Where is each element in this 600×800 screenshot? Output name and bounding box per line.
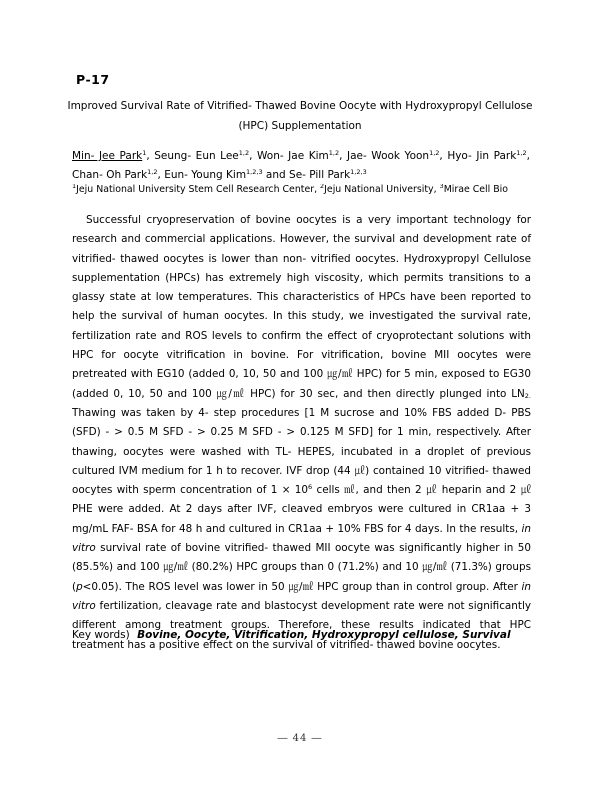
author-affiliation-mark: 1,2 <box>238 149 250 157</box>
abstract-text: cells ㎖, and then 2 ㎕ heparin and 2 ㎕ PHE were added. At 2 days after IVF, cleaved embryos were cultured in CR1aa + 3 mg/mL FAF- BSA for 48 h and cultured in CR1aa + 10% FBS for 4 days. In the results, <box>72 484 531 535</box>
paper-title <box>60 96 540 136</box>
affiliation-name: Jeju National University Stem Cell Research Center <box>76 184 315 195</box>
abstract-body <box>72 211 531 655</box>
abstract-subscript: 2. <box>524 391 531 400</box>
author-name: Jae- Wook Yoon <box>346 150 430 162</box>
author-affiliation-mark: 1,2 <box>328 149 340 157</box>
abstract-text: Successful cryopreservation of bovine oocytes is a very important technology for research and commercial applications. However, the survival and development rate of vitrified- thawed oocytes is lower than non- vitrified oocytes. Hydroxypropyl Cellulose supplementation (HPCs) has extremely high viscosity, which permits transitions to a glassy state at low temperatures. This characteristics of HPCs have been reported to help the survival of human oocytes. In this study, we investigated the survival rate, fertilization rate and ROS levels to confirm the effect of cryoprotectant solutions with HPC for oocyte vitrification in bovine. For vitrification, bovine MII oocytes were pretreated with EG10 (added 0, 10, 50 and 100 ㎍/㎖ HPC) for 5 min, exposed to EG30 (added 0, 10, 50 and 100 ㎍/㎖ HPC) for 30 sec, and then directly plunged into LN <box>72 214 531 400</box>
author-affiliation-mark: 1 <box>142 149 147 157</box>
author-affiliation-mark: 1,2,3 <box>246 168 263 176</box>
abstract-text: survival rate of bovine vitrified- thawed MII oocyte was significantly higher in 50 (85.5%) and 100 ㎍/㎖ (80.2%) HPC groups than 0 (71.2%) and 10 ㎍/㎖ (71.3%) groups ( <box>72 542 531 593</box>
keywords-list: Bovine, Oocyte, Vitrification, Hydroxypropyl cellulose, Survival <box>137 629 511 641</box>
poster-code: P-17 <box>76 72 110 87</box>
keywords <box>72 629 511 641</box>
author-affiliation-mark: 1,2 <box>429 149 440 157</box>
author-name: Min- Jee Park <box>72 150 143 162</box>
title-line-1: Improved Survival Rate of Vitrified- Thawed Bovine Oocyte with Hydroxypropyl Cellulose <box>67 100 533 112</box>
affiliation-mark: 1 <box>72 184 77 190</box>
affiliation-mark: 3 <box>439 184 444 190</box>
author-list: Min- Jee Park$^1$, Seung- Eun Lee$^{1,2}$, Won- Jae Kim$^{1,2}$, Jae- Wook Yoon$^{1,2}$, Hyo- Jin Park$^{1,2}$, Chan- Oh Park$^{1,2}$, Eun- Young Kim$^{1,2,3}$ and Se- Pill Park$^{1,2,3}$ <box>72 149 530 181</box>
abstract-text: Thawing was taken by 4- step procedures [1 M sucrose and 10% FBS added D- PBS (SFD) - > 0.5 M SFD - > 0.25 M SFD - > 0.125 M SFD] for 1 min, respectively. After thawing, oocytes were washed with TL- HEPES, incubated in a droplet of previous cultured IVM medium for 1 h to recover. IVF drop (44 ㎕) contained 10 vitrified- thawed oocytes with sperm concentration of 1 × 10 <box>72 406 531 497</box>
author-affiliation-mark: 1,2,3 <box>350 168 367 176</box>
affiliation-mark: 2 <box>320 184 325 190</box>
author-name: Hyo- Jin Park <box>447 150 517 162</box>
page-number: ― 44 ― <box>277 733 323 744</box>
abstract-italic: in vitro <box>72 522 531 555</box>
abstract-superscript: 6 <box>308 483 313 492</box>
author-affiliation-mark: 1,2 <box>516 149 527 157</box>
author-name: Chan- Oh Park <box>72 169 148 181</box>
abstract-italic: in vitro <box>72 580 531 612</box>
title-line-2: (HPC) Supplementation <box>238 120 362 132</box>
affiliations: $^1$Jeju National University Stem Cell Research Center, $^2$Jeju National University, $^3$Mirae Cell Bio <box>72 184 509 195</box>
author-name: Seung- Eun Lee <box>154 150 239 162</box>
author-affiliation-mark: 1,2 <box>147 168 158 176</box>
abstract-text: <0.05). The ROS level was lower in 50 ㎍/㎖ HPC group than in control group. After <box>82 580 522 593</box>
abstract-text: fertilization, cleavage rate and blastocyst development rate were not significantly different among treatment groups. Therefore, these results indicated that HPC treatment has a positive effect on the survival of vitrified- thawed bovine oocytes. <box>72 599 531 651</box>
author-name: Se- Pill Park <box>289 169 351 181</box>
author-name: Eun- Young Kim <box>164 169 247 181</box>
keywords-label: Key words) <box>72 629 130 641</box>
affiliation-name: Jeju National University <box>324 184 434 195</box>
affiliation-name: Mirae Cell Bio <box>443 184 509 195</box>
abstract-italic: p <box>76 580 83 593</box>
author-name: Won- Jae Kim <box>257 150 329 162</box>
